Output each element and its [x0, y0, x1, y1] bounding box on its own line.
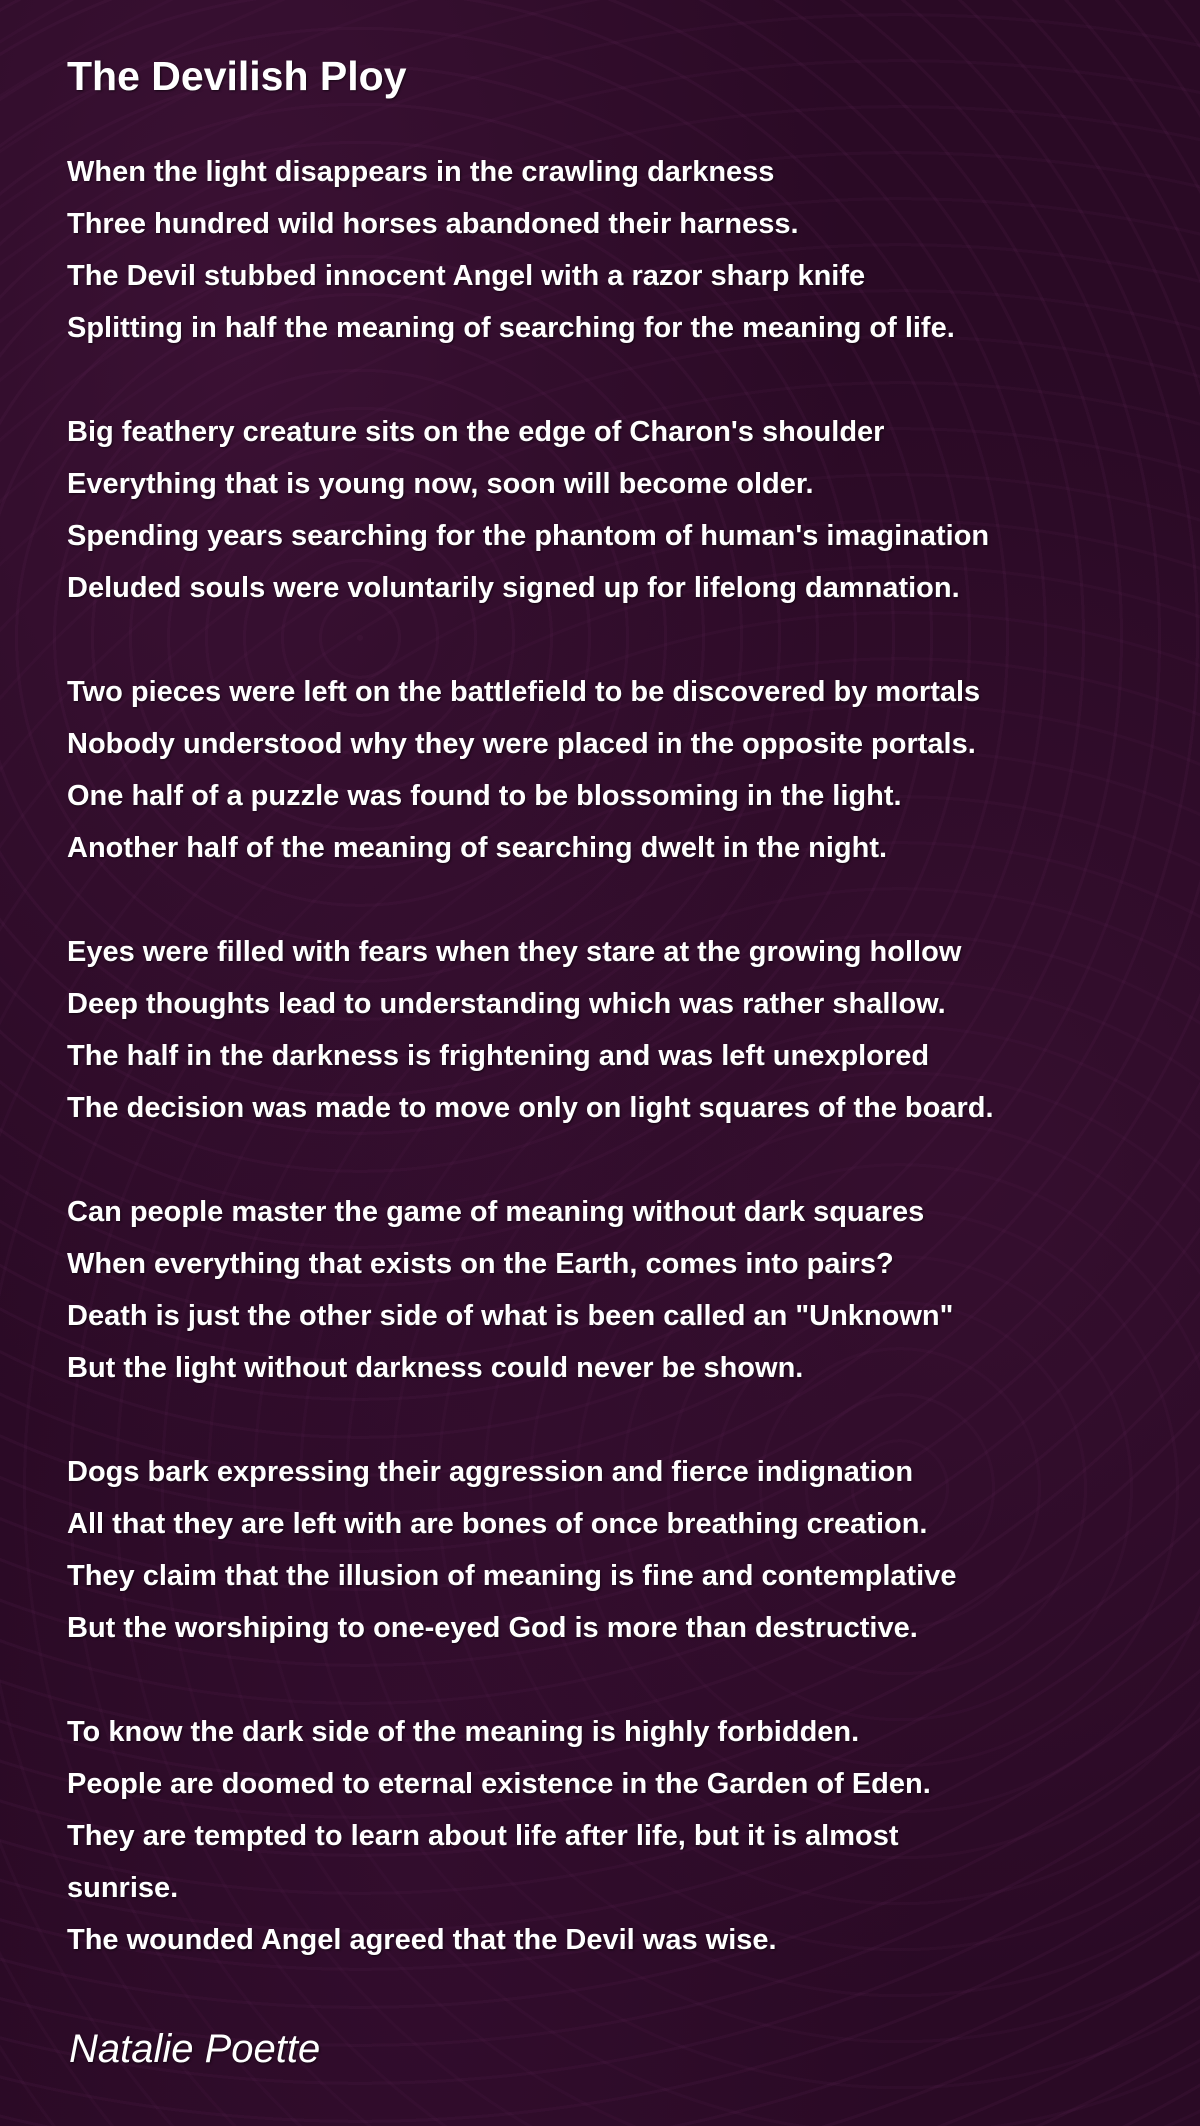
poem-line: But the worshiping to one-eyed God is more than destructive.	[67, 1612, 918, 1644]
stanza-4	[67, 926, 1167, 1134]
poem-line: Deluded souls were voluntarily signed up for lifelong damnation.	[67, 572, 960, 604]
poem-line: Deep thoughts lead to understanding which was rather shallow.	[67, 988, 946, 1020]
poem-title: The Devilish Ploy	[67, 53, 407, 99]
poem-line: Three hundred wild horses abandoned their harness.	[67, 208, 799, 240]
stanza-5	[67, 1186, 1167, 1394]
poem-line: Dogs bark expressing their aggression and fierce indignation	[67, 1456, 914, 1488]
poem-line: Spending years searching for the phantom of human's imagination	[67, 520, 990, 552]
poem-author: Natalie Poette	[69, 2027, 321, 2071]
poem-line: Big feathery creature sits on the edge of Charon's shoulder	[67, 416, 885, 448]
poem-line: Eyes were filled with fears when they stare at the growing hollow	[67, 936, 962, 968]
poem-line: The decision was made to move only on light squares of the board.	[67, 1092, 994, 1124]
poem-line: People are doomed to eternal existence in the Garden of Eden.	[67, 1768, 931, 1800]
poem-line: Can people master the game of meaning without dark squares	[67, 1196, 925, 1228]
poem-line: Death is just the other side of what is been called an "Unknown"	[67, 1300, 954, 1332]
poem-line: One half of a puzzle was found to be blossoming in the light.	[67, 780, 902, 812]
poem-line: They claim that the illusion of meaning is fine and contemplative	[67, 1560, 957, 1592]
poem-line: They are tempted to learn about life after life, but it is almost	[67, 1820, 899, 1852]
poem-line: When everything that exists on the Earth, comes into pairs?	[67, 1248, 894, 1280]
poem-line: The half in the darkness is frightening and was left unexplored	[67, 1040, 930, 1072]
poem-line: Two pieces were left on the battlefield to be discovered by mortals	[67, 676, 981, 708]
poem-line: sunrise.	[67, 1872, 179, 1904]
poem-line: The wounded Angel agreed that the Devil was wise.	[67, 1924, 777, 1956]
stanza-7	[67, 1706, 1167, 1966]
poem-line: Everything that is young now, soon will become older.	[67, 468, 814, 500]
poem-line: Another half of the meaning of searching dwelt in the night.	[67, 832, 888, 864]
stanza-3	[67, 666, 1167, 874]
poem-container	[67, 48, 1167, 2018]
poem-line: Splitting in half the meaning of searching for the meaning of life.	[67, 312, 955, 344]
poem-line: Nobody understood why they were placed in the opposite portals.	[67, 728, 976, 760]
stanza-1	[67, 146, 1167, 354]
poem-line: To know the dark side of the meaning is highly forbidden.	[67, 1716, 860, 1748]
poem-line: When the light disappears in the crawling darkness	[67, 156, 775, 188]
stanza-6	[67, 1446, 1167, 1654]
poem-line: But the light without darkness could never be shown.	[67, 1352, 804, 1384]
poem-line: All that they are left with are bones of once breathing creation.	[67, 1508, 928, 1540]
stanza-2	[67, 406, 1167, 614]
poem-line: The Devil stubbed innocent Angel with a razor sharp knife	[67, 260, 866, 292]
